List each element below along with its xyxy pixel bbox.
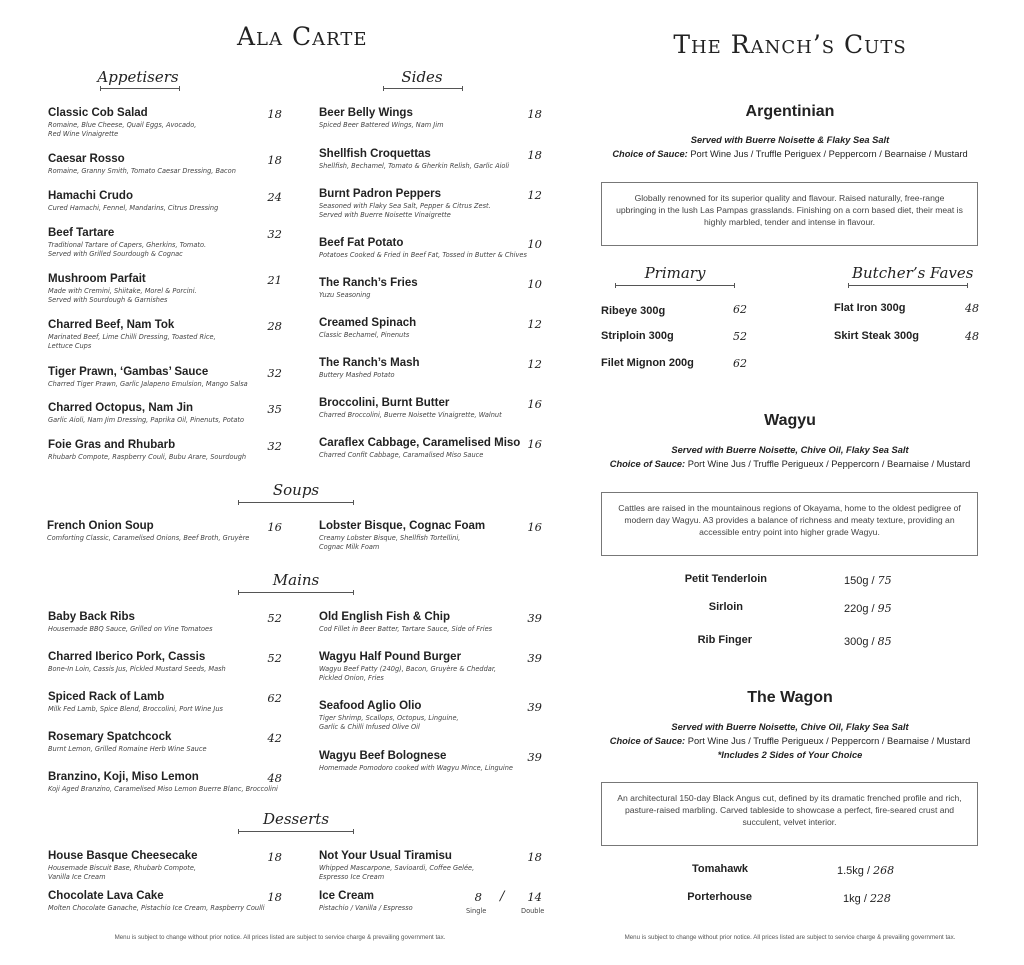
sauce-label: Choice of Sauce: [609, 459, 686, 469]
price-separator: / [871, 575, 875, 587]
menu-item-desc: Housemade BBQ Sauce, Grilled on Vine Tomatoes [48, 625, 213, 633]
weight: 1.5kg [837, 865, 864, 877]
menu-item-price: 42 [267, 731, 282, 745]
menu-item-name: Hamachi Crudo [48, 190, 133, 202]
sauce-choice [590, 459, 990, 469]
section-divider [238, 831, 354, 832]
double-label: Double [521, 907, 545, 915]
menu-item-price: 32 [267, 366, 282, 380]
menu-item-desc: Traditional Tartare of Capers, Gherkins, Tomato. Served with Grilled Sourdough & Cognac [48, 241, 207, 258]
menu-item-price: 12 [527, 317, 542, 331]
menu-item-name: Wagyu Half Pound Burger [319, 651, 462, 663]
menu-item-desc: Tiger Shrimp, Scallops, Octopus, Linguine, Garlic & Chilli Infused Olive Oil [319, 714, 459, 731]
menu-item-desc: Spiced Beer Battered Wings, Nam Jim [319, 121, 444, 129]
menu-item-desc: Wagyu Beef Patty (240g), Bacon, Gruyère & Cheddar, Pickled Onion, Fries [319, 665, 497, 682]
menu-item-desc: Potatoes Cooked & Fried in Beef Fat, Tossed in Butter & Chives [319, 251, 527, 259]
sauce-label: Choice of Sauce: [609, 736, 686, 746]
menu-item [47, 520, 287, 543]
menu-item-price: 16 [527, 520, 542, 534]
menu-item-desc: Whipped Mascarpone, Savioardi, Coffee Gelée, Espresso Ice Cream [319, 864, 475, 881]
menu-item-desc: Comforting Classic, Caramelised Onions, Beef Broth, Gruyère [47, 534, 250, 542]
section-heading-the-wagon: The Wagon [747, 689, 833, 706]
menu-item-desc: Charred Broccolini, Buerre Noisette Vinaigrette, Walnut [319, 411, 502, 419]
menu-item-name: The Ranch’s Mash [319, 357, 420, 369]
section-heading-primary: Primary [644, 264, 706, 282]
price-separator: / [863, 893, 867, 905]
menu-item-price: 18 [527, 107, 542, 121]
sauce-label: Choice of Sauce: [612, 149, 688, 159]
description-box: Globally renowned for its superior quality and flavour. Raised naturally, free-range upbringing in the lush Las Pampas grasslands. Finishing on a corn based diet, their meat is highly marbled, tender and intense in flavour. [601, 182, 978, 246]
section-divider [383, 88, 463, 89]
menu-item-name: Beer Belly Wings [319, 107, 413, 119]
menu-item-desc: Buttery Mashed Potato [319, 371, 395, 379]
section-heading-soups: Soups [272, 481, 320, 499]
menu-item-name: Shellfish Croquettas [319, 148, 431, 160]
steak-price: 62 [733, 303, 747, 316]
menu-item-price: 18 [527, 850, 542, 864]
menu-item-name: Not Your Usual Tiramisu [319, 850, 452, 862]
sauce-text: Port Wine Jus / Truffle Perigueux / Peppercorn / Bearnaise / Mustard [685, 459, 971, 469]
menu-item-name: Beef Fat Potato [319, 237, 404, 249]
price: 268 [873, 864, 895, 877]
menu-item-price: 12 [527, 188, 542, 202]
section-heading-butchers-faves: Butcher’s Faves [852, 264, 974, 282]
menu-item-name: Charred Octopus, Nam Jin [48, 402, 194, 414]
section-divider [238, 502, 354, 503]
menu-item-name: Burnt Padron Peppers [319, 188, 442, 200]
weight-price [844, 602, 892, 615]
menu-item-price: 18 [267, 890, 282, 904]
section-heading-desserts: Desserts [262, 810, 330, 828]
menu-item-name: Creamed Spinach [319, 317, 417, 329]
menu-item-name: Old English Fish & Chip [319, 611, 450, 623]
menu-item-price: 18 [527, 148, 542, 162]
steak-name: Flat Iron 300g [834, 302, 906, 314]
menu-item-price: 35 [267, 402, 282, 416]
section-heading-argentinian: Argentinian [745, 103, 835, 120]
menu-item-price: 39 [527, 611, 542, 625]
right-footer: Menu is subject to change without prior notice. All prices listed are subject to service charge & prevailing government tax. [624, 934, 956, 941]
includes-note: *Includes 2 Sides of Your Choice [717, 750, 863, 760]
menu-item-desc: Housemade Biscuit Base, Rhubarb Compote, Vanilla Ice Cream [48, 864, 196, 881]
menu-item-desc: Creamy Lobster Bisque, Shellfish Tortellini, Cognac Milk Foam [319, 534, 461, 551]
menu-item-desc: Charred Confit Cabbage, Caramalised Miso Sauce [319, 451, 484, 459]
menu-item-desc: Cod Fillet in Beer Batter, Tartare Sauce, Side of Fries [319, 625, 493, 633]
weight: 300g [844, 636, 869, 648]
menu-item-price: 62 [267, 691, 282, 705]
menu-item-price: 48 [267, 771, 282, 785]
steak-name: Rib Finger [697, 634, 752, 646]
menu-item-name: Ice Cream [319, 890, 374, 902]
menu-item-desc: Koji Aged Branzino, Caramelised Miso Lemon Buerre Blanc, Broccolini [48, 785, 278, 793]
sauce-choice [590, 149, 990, 159]
menu-item-price: 18 [267, 850, 282, 864]
section-divider [615, 285, 735, 286]
menu-item-name: Rosemary Spatchcock [48, 731, 172, 743]
description-box: An architectural 150-day Black Angus cut, defined by its dramatic frenched profile and rich, pasture-raised marbling. Carved tableside to showcase a perfect, fire-seared crust and succulent, velvet interior. [601, 782, 978, 846]
section-heading-appetisers: Appetisers [97, 68, 179, 86]
menu-item-desc: Yuzu Seasoning [319, 291, 371, 299]
menu-item-price-double: 14 [527, 890, 542, 904]
steak-price: 48 [965, 330, 979, 343]
menu-item-price: 52 [267, 611, 282, 625]
section-divider [848, 285, 968, 286]
weight-price [844, 635, 892, 648]
weight: 220g [844, 603, 869, 615]
menu-item-name: Caesar Rosso [48, 153, 125, 165]
menu-item-name: Spiced Rack of Lamb [48, 691, 165, 703]
menu-item-name: Charred Beef, Nam Tok [48, 319, 175, 331]
menu-item-price: 52 [267, 651, 282, 665]
page-title-cuts: The Ranch’s Cuts [673, 30, 907, 59]
price-separator: / [866, 865, 871, 877]
price: 228 [869, 892, 891, 905]
menu-item-name: Lobster Bisque, Cognac Foam [319, 520, 486, 532]
menu-item-name: Tiger Prawn, ‘Gambas’ Sauce [48, 366, 209, 378]
menu-item-price: 12 [527, 357, 542, 371]
menu-item-name: Mushroom Parfait [48, 273, 146, 285]
menu-item-price: 10 [527, 237, 542, 251]
menu-item-desc: Milk Fed Lamb, Spice Blend, Broccolini, Port Wine Jus [48, 705, 223, 713]
steak-name: Porterhouse [687, 891, 752, 903]
menu-item-desc: Burnt Lemon, Grilled Romaine Herb Wine Sauce [48, 745, 207, 753]
menu-item-desc: Bone-In Loin, Cassis Jus, Pickled Mustard Seeds, Mash [48, 665, 226, 673]
menu-item-name: Caraflex Cabbage, Caramelised Miso [319, 437, 521, 449]
menu-item-name: Classic Cob Salad [48, 107, 148, 119]
steak-name: Skirt Steak 300g [834, 330, 919, 342]
weight: 150g [844, 575, 869, 587]
weight-price [844, 574, 892, 587]
menu-item-price: 39 [527, 700, 542, 714]
menu-item-price: 21 [267, 273, 282, 287]
menu-item-name: Charred Iberico Pork, Cassis [48, 651, 206, 663]
page-title: Ala Carte [237, 22, 368, 51]
menu-item-desc: Homemade Pomodoro cooked with Wagyu Mince, Linguine [319, 764, 513, 772]
steak-name: Sirloin [708, 601, 743, 613]
served-with: Served with Buerre Noisette, Chive Oil, Flaky Sea Salt [671, 445, 909, 455]
menu-item-desc: Pistachio / Vanilla / Espresso [319, 904, 413, 912]
left-footer: Menu is subject to change without prior notice. All prices listed are subject to service charge & prevailing government tax. [114, 934, 446, 941]
steak-name: Ribeye 300g [601, 305, 666, 317]
menu-item-name: Chocolate Lava Cake [48, 890, 164, 902]
menu-item-desc: Romaine, Granny Smith, Tomato Caesar Dressing, Bacon [48, 167, 236, 175]
weight: 1kg [843, 893, 861, 905]
menu-item-price: 24 [267, 190, 282, 204]
menu-item-name: The Ranch’s Fries [319, 277, 418, 289]
menu-item-name: Wagyu Beef Bolognese [319, 750, 447, 762]
menu-item-desc: Romaine, Blue Cheese, Quail Eggs, Avocado, Red Wine Vinaigrette [48, 121, 197, 138]
steak-price: 62 [733, 357, 747, 370]
steak-name: Tomahawk [691, 863, 748, 875]
menu-item-price: 18 [267, 153, 282, 167]
menu-item-desc: Cured Hamachi, Fennel, Mandarins, Citrus Dressing [48, 204, 219, 212]
menu-item-price-single: 8 [474, 890, 482, 904]
section-heading-mains: Mains [272, 571, 320, 589]
sauce-text: Port Wine Jus / Truffle Periguex / Peppercorn / Bearnaise / Mustard [687, 149, 968, 159]
menu-item-name: French Onion Soup [47, 520, 154, 532]
menu-item-desc: Marinated Beef, Lime Chilli Dressing, Toasted Rice, Lettuce Cups [48, 333, 216, 350]
steak-price: 48 [965, 302, 979, 315]
menu-item-name: House Basque Cheesecake [48, 850, 198, 862]
menu-item-desc: Made with Cremini, Shiitake, Morel & Porcini. Served with Sourdough & Garnishes [48, 287, 197, 304]
sauce-text: Port Wine Jus / Truffle Perigueux / Peppercorn / Bearnaise / Mustard [685, 736, 971, 746]
section-divider [238, 592, 354, 593]
menu-item-price: 10 [527, 277, 542, 291]
menu-item-desc: Shellfish, Bechamel, Tomato & Gherkin Relish, Garlic Aioli [319, 162, 510, 170]
single-label: Single [466, 907, 487, 915]
menu-item-desc: Garlic Aioli, Nam Jim Dressing, Paprika Oil, Pinenuts, Potato [48, 416, 244, 424]
section-heading-wagyu: Wagyu [764, 412, 816, 429]
menu-item-price: 16 [527, 397, 542, 411]
section-heading-sides: Sides [401, 68, 443, 86]
price: 75 [877, 574, 892, 587]
menu-item-price: 32 [267, 439, 282, 453]
steak-name: Filet Mignon 200g [601, 357, 694, 369]
menu-item-name: Foie Gras and Rhubarb [48, 439, 176, 451]
menu-item-price: 39 [527, 651, 542, 665]
menu-item-desc: Molten Chocolate Ganache, Pistachio Ice Cream, Raspberry Coulli [48, 904, 265, 912]
steak-price: 52 [733, 330, 747, 343]
menu-item-name: Broccolini, Burnt Butter [319, 397, 450, 409]
menu-item-name: Branzino, Koji, Miso Lemon [48, 771, 199, 783]
weight-price [843, 892, 891, 905]
steak-name: Petit Tenderloin [684, 573, 767, 585]
description-box: Cattles are raised in the mountainous regions of Okayama, home to the oldest pedigree of modern day Wagyu. A3 provides a balance of richness and meaty texture, providing an accessible entry point into higher grade Wagyu. [601, 492, 978, 556]
menu-item-price: 28 [267, 319, 282, 333]
menu-item-price: 18 [267, 107, 282, 121]
weight-price [837, 864, 894, 877]
price-separator: / [500, 889, 505, 904]
menu-item-desc: Rhubarb Compote, Raspberry Couli, Bubu Arare, Sourdough [48, 453, 247, 461]
served-with: Served with Buerre Noisette, Chive Oil, Flaky Sea Salt [671, 722, 909, 732]
menu-item-desc: Seasoned with Flaky Sea Salt, Pepper & Citrus Zest. Served with Buerre Noisette Vinaigrette [319, 202, 491, 219]
menu-item-price: 39 [527, 750, 542, 764]
menu-item-desc: Classic Bechamel, Pinenuts [319, 331, 410, 339]
section-divider [100, 88, 180, 89]
price: 85 [877, 635, 892, 648]
menu-item-desc: Charred Tiger Prawn, Garlic Jalapeno Emulsion, Mango Salsa [48, 380, 248, 388]
steak-name: Striploin 300g [601, 330, 674, 342]
menu-item-name: Seafood Aglio Olio [319, 700, 422, 712]
sauce-choice [590, 736, 990, 746]
menu-item-name: Beef Tartare [48, 227, 115, 239]
price-separator: / [871, 603, 875, 615]
menu-item-price: 16 [527, 437, 542, 451]
price: 95 [877, 602, 892, 615]
menu-item-name: Baby Back Ribs [48, 611, 135, 623]
served-with: Served with Buerre Noisette & Flaky Sea Salt [690, 135, 890, 145]
menu-item-price: 32 [267, 227, 282, 241]
menu-item-price: 16 [267, 520, 282, 534]
price-separator: / [871, 636, 875, 648]
